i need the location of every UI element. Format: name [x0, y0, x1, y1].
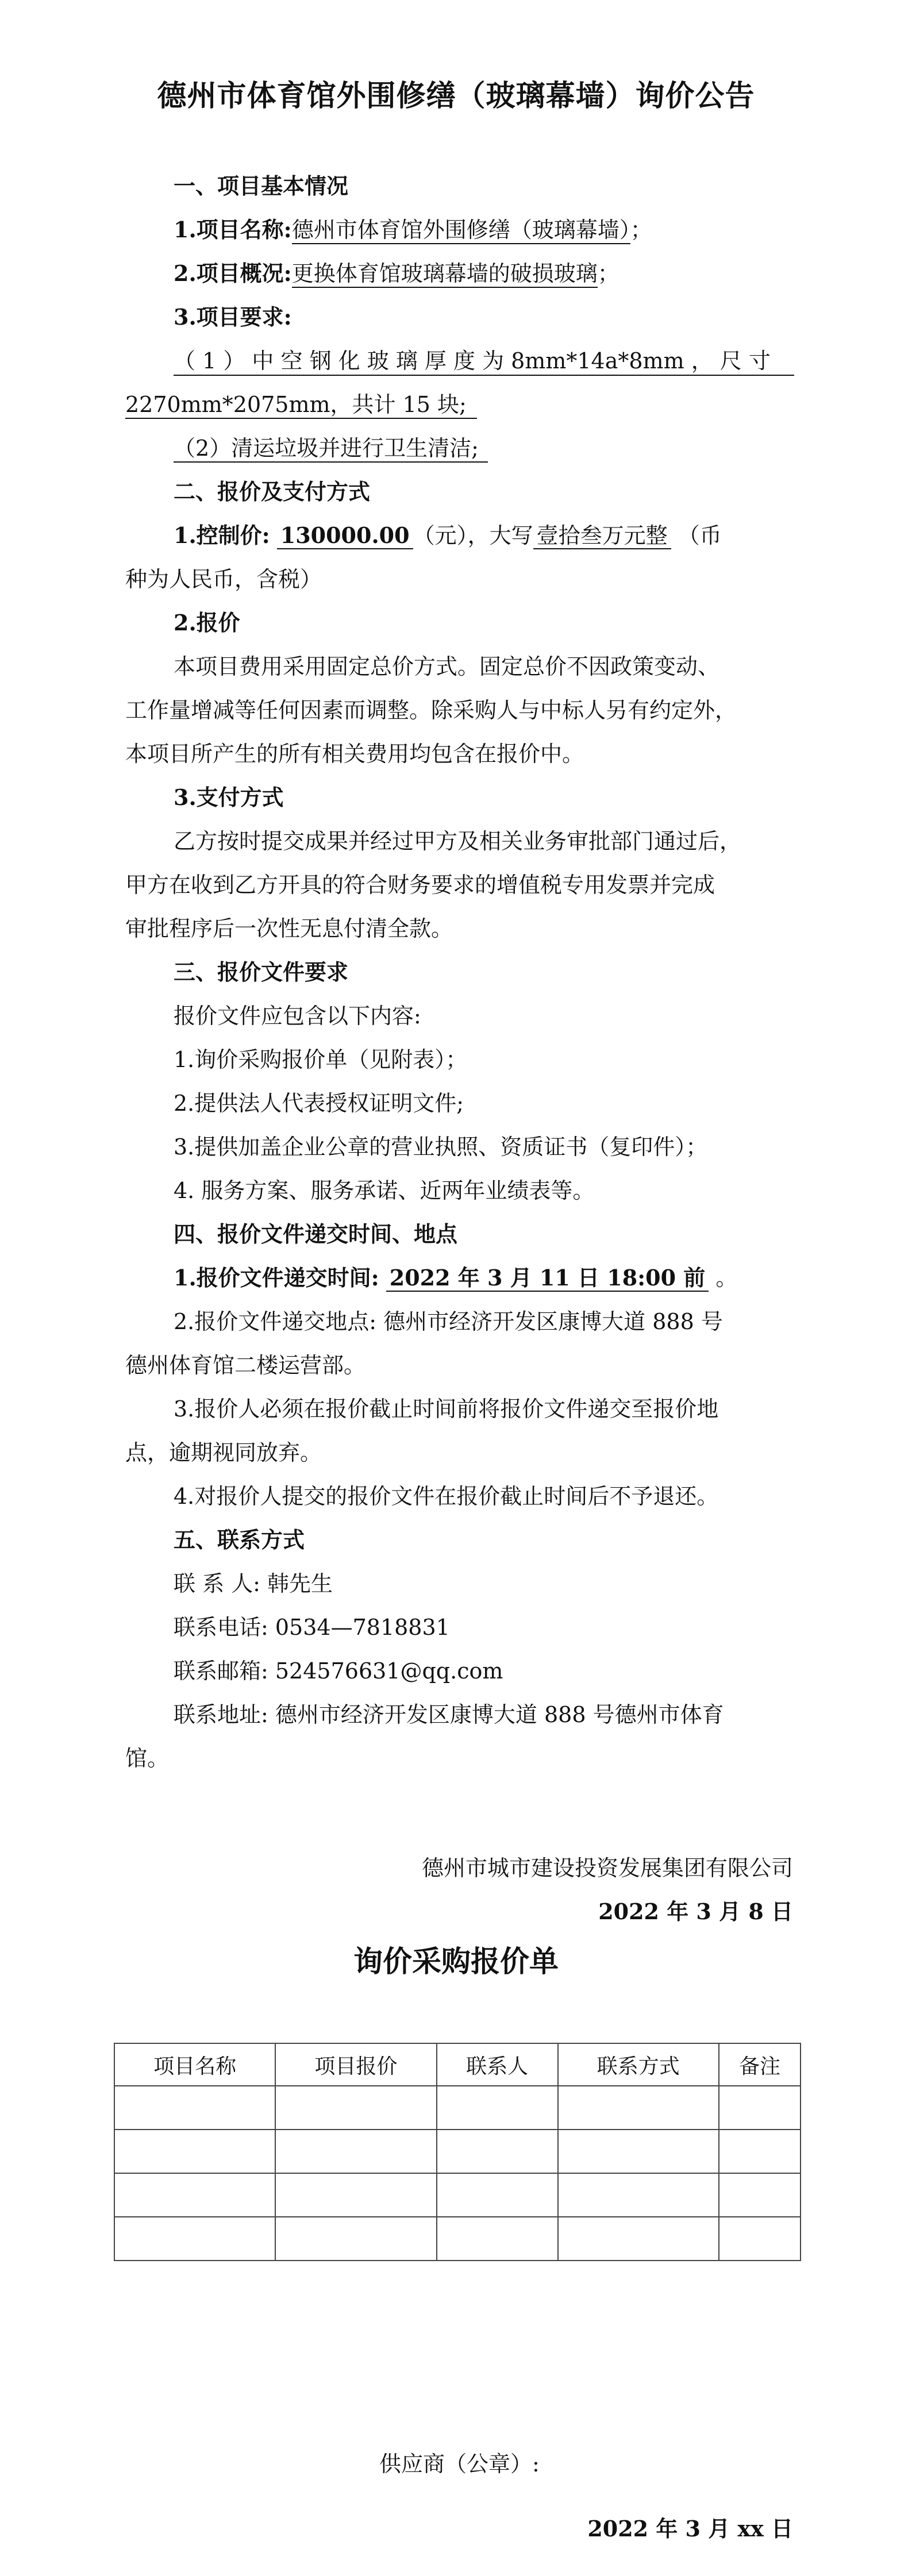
control-price-line: [174, 522, 722, 549]
column-header-project-quote: 项目报价: [275, 2043, 436, 2086]
project-overview-value: 更换体育馆玻璃幕墙的破损玻璃: [292, 261, 598, 288]
quote-label: 2.报价: [174, 610, 240, 636]
project-requirements-label: 3.项目要求:: [174, 304, 292, 330]
table-cell[interactable]: [437, 2173, 558, 2217]
payment-text-2: 甲方在收到乙方开具的符合财务要求的增值税专用发票并完成: [125, 872, 715, 898]
payment-text-1: 乙方按时提交成果并经过甲方及相关业务审批部门通过后，: [174, 829, 742, 854]
section-1-heading: 一、项目基本情况: [174, 173, 349, 199]
submission-note-4: 4.对报价人提交的报价文件在报价截止时间后不予退还。: [174, 1484, 719, 1509]
quotation-table: [114, 2043, 801, 2261]
requirement-1-text-2: 2270mm*2075mm，共计 15 块;: [125, 392, 477, 419]
table-cell[interactable]: [437, 2086, 558, 2130]
control-price-tail-2: 种为人民币，含税）: [125, 567, 322, 592]
supplier-date: 2022 年 3 月 xx 日: [587, 2516, 793, 2542]
table-cell[interactable]: [114, 2217, 275, 2261]
table-cell[interactable]: [719, 2130, 801, 2173]
column-header-remarks: 备注: [719, 2043, 801, 2086]
section-2-heading: 二、报价及支付方式: [174, 479, 371, 505]
table-cell[interactable]: [437, 2130, 558, 2173]
table-cell[interactable]: [114, 2173, 275, 2217]
supplier-seal-label: 供应商（公章）:: [379, 2451, 540, 2477]
section-4-heading: 四、报价文件递交时间、地点: [174, 1221, 458, 1247]
table-cell[interactable]: [275, 2130, 436, 2173]
requirement-1-line-1: [174, 348, 794, 376]
table-cell[interactable]: [437, 2217, 558, 2261]
control-price-tail-1: （币: [678, 523, 722, 548]
project-name-line: [174, 217, 652, 243]
contact-address-2: 馆。: [125, 1746, 170, 1771]
control-price-uppercase: 壹拾叁万元整: [533, 523, 671, 549]
project-overview-end: ；: [597, 261, 619, 286]
project-overview-label: 2.项目概况:: [174, 260, 292, 286]
contact-person: 联 系 人: 韩先生: [174, 1571, 333, 1596]
table-cell[interactable]: [275, 2086, 436, 2130]
table-cell[interactable]: [275, 2173, 436, 2217]
quotation-table-header-row: [114, 2043, 801, 2086]
table-row: [114, 2217, 801, 2261]
contact-phone: 联系电话: 0534—7818831: [174, 1615, 450, 1640]
payment-text-3: 审批程序后一次性无息付清全款。: [125, 916, 453, 941]
project-overview-line: [174, 260, 619, 287]
requirement-1-text-1: （ 1 ） 中 空 钢 化 玻 璃 厚 度 为 8mm*14a*8mm ， 尺 寸: [174, 348, 771, 373]
documents-item-1: 1.询价采购报价单（见附表）；: [174, 1047, 468, 1072]
table-row: [114, 2173, 801, 2217]
table-cell[interactable]: [719, 2086, 801, 2130]
column-header-contact-method: 联系方式: [558, 2043, 719, 2086]
quote-text-3: 本项目所产生的所有相关费用均包含在报价中。: [125, 741, 584, 767]
table-cell[interactable]: [558, 2217, 719, 2261]
documents-item-2: 2.提供法人代表授权证明文件;: [174, 1091, 464, 1116]
table-cell[interactable]: [719, 2217, 801, 2261]
table-cell[interactable]: [558, 2173, 719, 2217]
submission-note-3-line-1: 3.报价人必须在报价截止时间前将报价文件递交至报价地: [174, 1396, 719, 1422]
requirement-1-line-2: [125, 391, 477, 418]
project-name-label: 1.项目名称:: [174, 217, 292, 242]
table-cell[interactable]: [114, 2130, 275, 2173]
submission-place-2: 德州体育馆二楼运营部。: [125, 1353, 366, 1378]
quotation-form-title: 询价采购报价单: [353, 1945, 559, 1979]
submission-time-line: [174, 1265, 737, 1291]
control-price-label: 1.控制价:: [174, 522, 270, 548]
contact-email: 联系邮箱: 524576631@qq.com: [174, 1658, 503, 1684]
quote-text-2: 工作量增减等任何因素而调整。除采购人与中标人另有约定外，: [125, 698, 737, 723]
column-header-project-name: 项目名称: [114, 2043, 275, 2086]
submission-time-value: 2022 年 3 月 11 日 18:00 前: [386, 1265, 709, 1292]
section-5-heading: 五、联系方式: [174, 1527, 305, 1553]
table-row: [114, 2130, 801, 2173]
control-price-value: 130000.00: [277, 522, 413, 549]
page-title: 德州市体育馆外围修缮（玻璃幕墙）询价公告: [157, 79, 755, 113]
documents-item-4: 4. 服务方案、服务承诺、近两年业绩表等。: [174, 1178, 595, 1203]
documents-item-3: 3.提供加盖企业公章的营业执照、资质证书（复印件）；: [174, 1134, 708, 1160]
requirement-2-line: [174, 435, 488, 461]
issue-date: 2022 年 3 月 8 日: [598, 1899, 793, 1924]
quote-text-1: 本项目费用采用固定总价方式。固定总价不因政策变动、: [174, 654, 720, 679]
control-price-unit: （元），大写: [413, 523, 533, 548]
table-cell[interactable]: [719, 2173, 801, 2217]
table-cell[interactable]: [558, 2130, 719, 2173]
table-row: [114, 2086, 801, 2130]
payment-label: 3.支付方式: [174, 784, 284, 810]
project-name-end: ；: [630, 217, 652, 242]
section-3-heading: 三、报价文件要求: [174, 959, 349, 985]
submission-note-3-line-2: 点，逾期视同放弃。: [125, 1440, 322, 1465]
submission-place-1: 2.报价文件递交地点: 德州市经济开发区康博大道 888 号: [174, 1309, 723, 1334]
submission-time-label: 1.报价文件递交时间:: [174, 1265, 379, 1291]
table-cell[interactable]: [114, 2086, 275, 2130]
documents-intro: 报价文件应包含以下内容:: [174, 1003, 421, 1029]
table-cell[interactable]: [275, 2217, 436, 2261]
submission-time-end: 。: [715, 1265, 738, 1291]
contact-address-1: 联系地址: 德州市经济开发区康博大道 888 号德州市体育: [174, 1702, 724, 1727]
requirement-2-text: （2）清运垃圾并进行卫生清洁;: [174, 436, 488, 463]
column-header-contact-person: 联系人: [437, 2043, 558, 2086]
issuer-organization: 德州市城市建设投资发展集团有限公司: [421, 1855, 793, 1881]
table-cell[interactable]: [558, 2086, 719, 2130]
project-name-value: 德州市体育馆外围修缮（玻璃幕墙）: [292, 217, 630, 244]
